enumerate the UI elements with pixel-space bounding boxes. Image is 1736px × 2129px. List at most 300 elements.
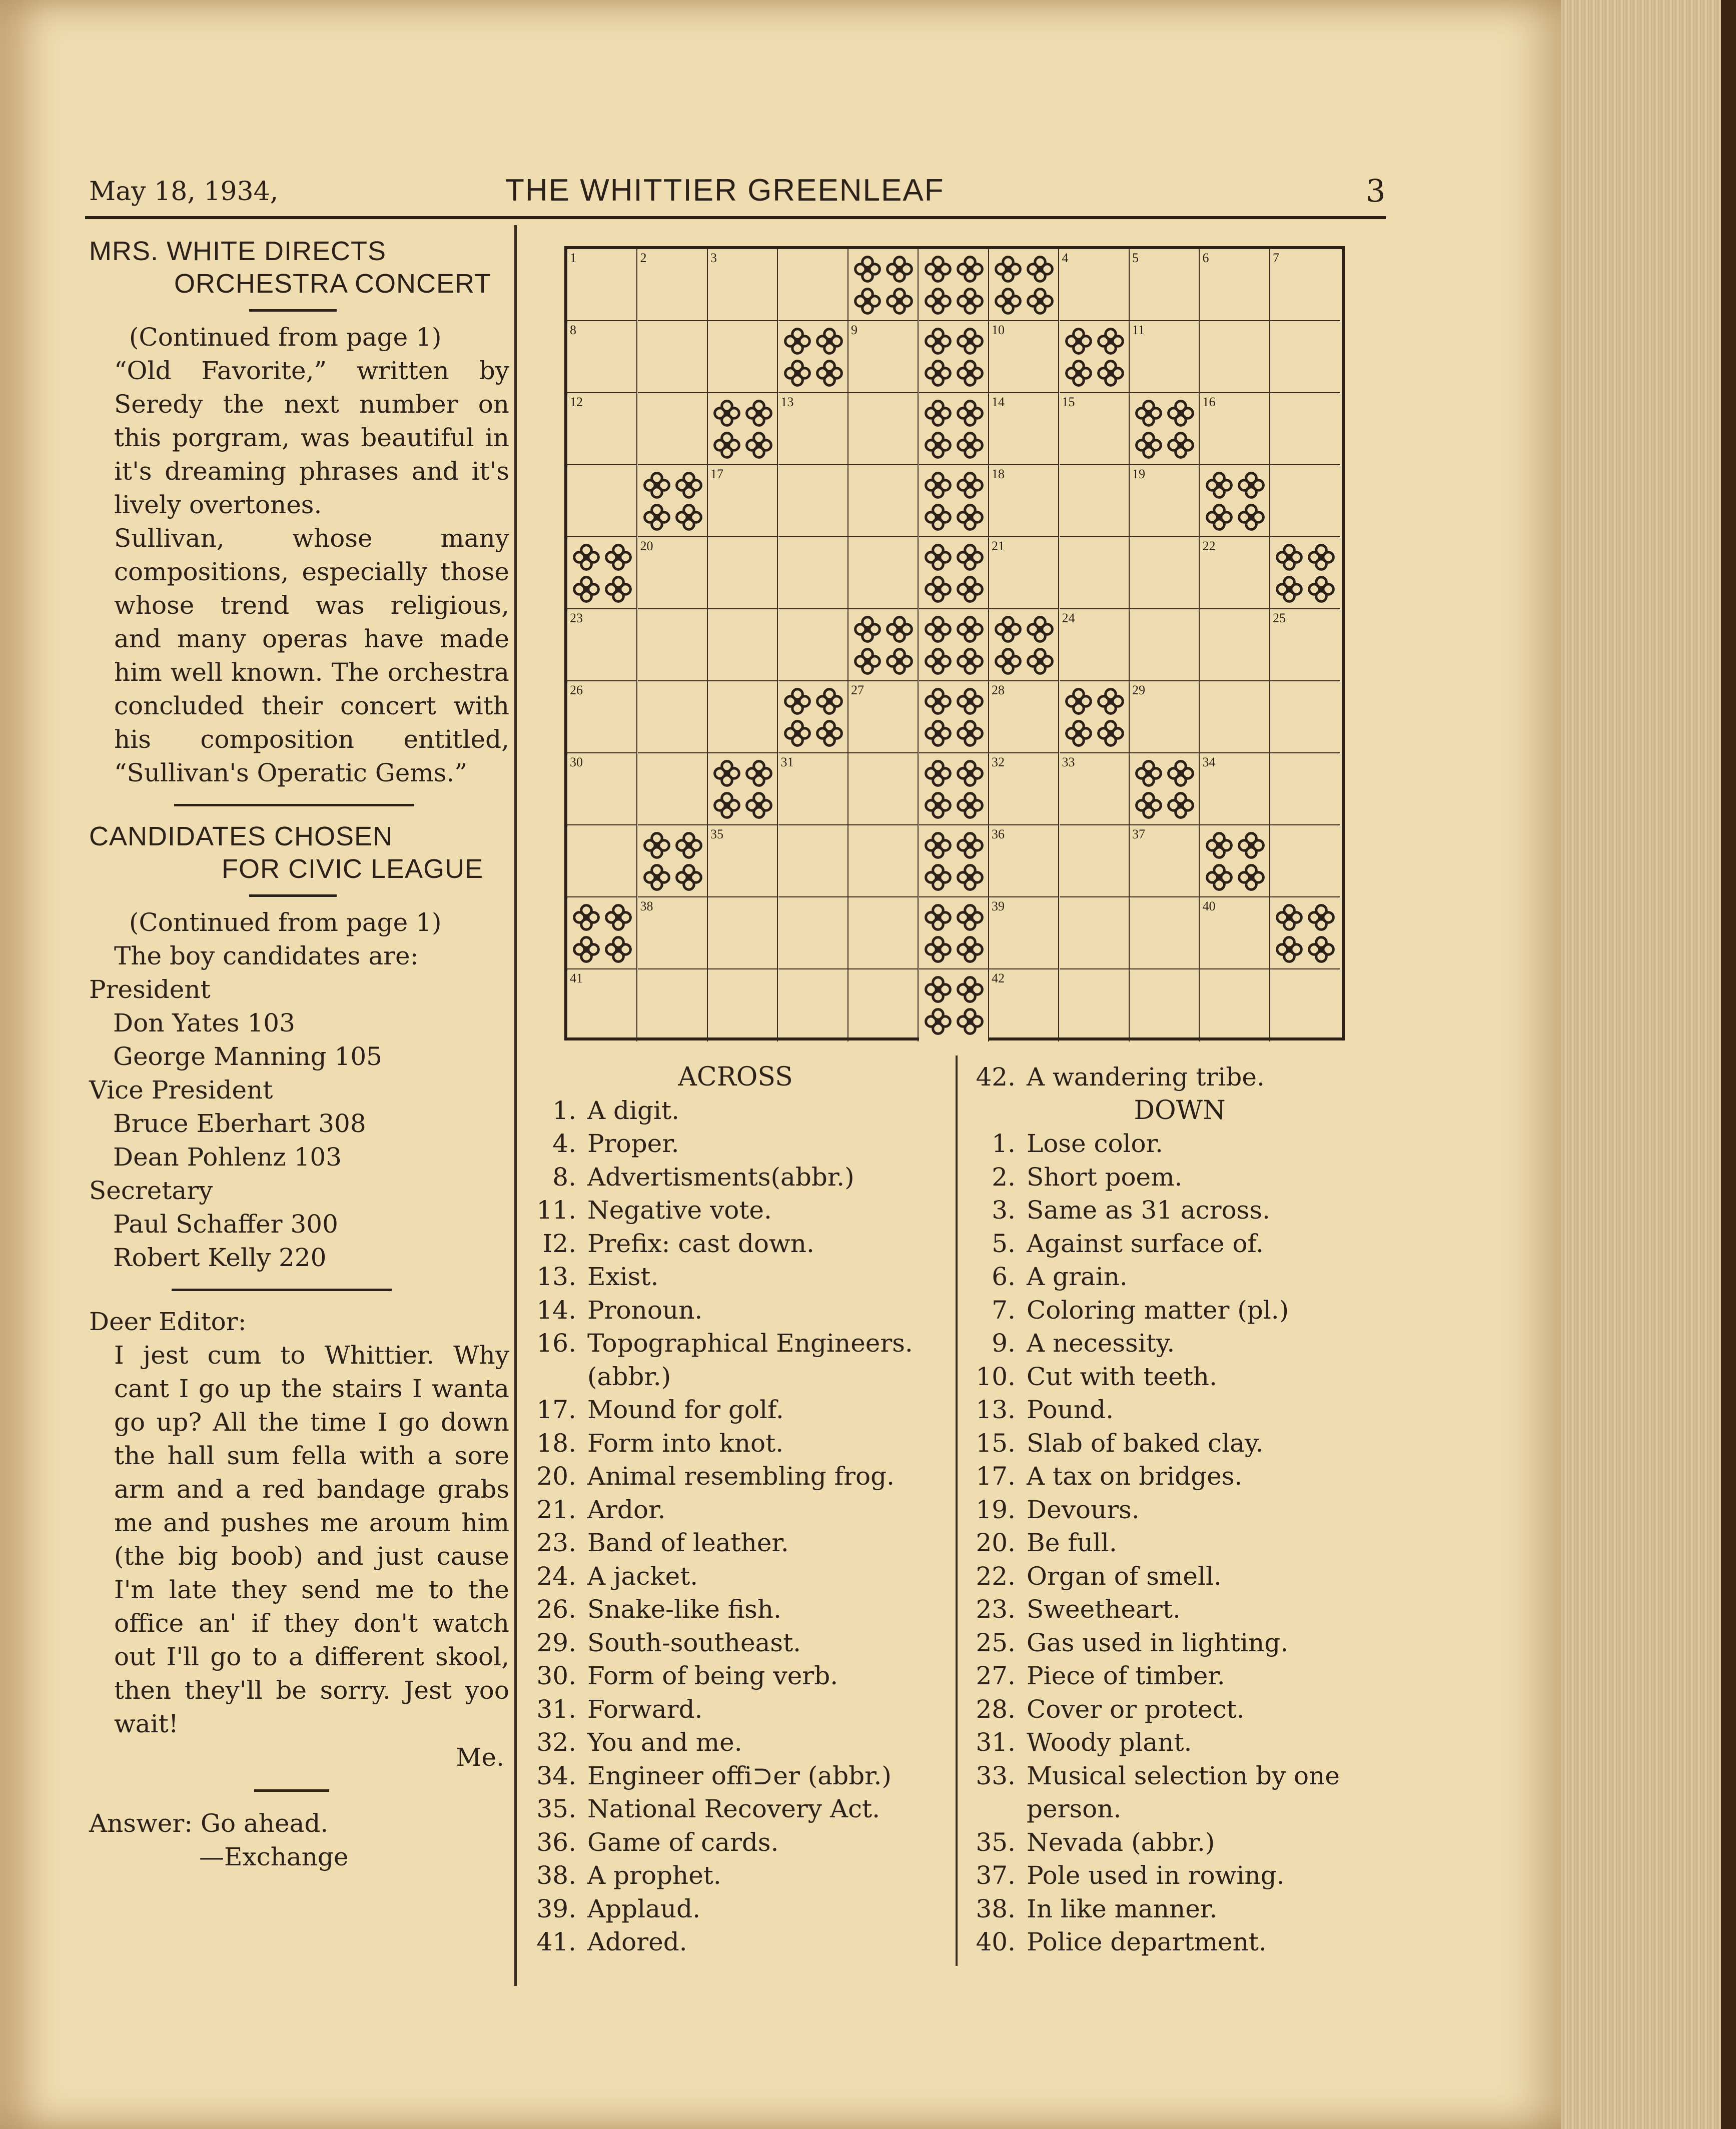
grid-square[interactable] bbox=[778, 969, 848, 1041]
square-number: 31 bbox=[780, 755, 794, 769]
grid-square[interactable] bbox=[708, 321, 778, 393]
black-square bbox=[708, 393, 778, 465]
candidate: Don Yates 103 bbox=[113, 1008, 295, 1037]
grid-square[interactable] bbox=[1200, 249, 1270, 321]
grid-square[interactable] bbox=[567, 321, 637, 393]
clue-number: 10. bbox=[976, 1362, 1016, 1391]
clue-text: Piece of timber. bbox=[1027, 1661, 1225, 1690]
clue-number: 26. bbox=[536, 1595, 576, 1624]
square-number: 34 bbox=[1202, 755, 1216, 769]
clue-item bbox=[525, 1693, 946, 1726]
clue-number: 7. bbox=[992, 1295, 1016, 1325]
black-square bbox=[989, 609, 1059, 681]
grid-square[interactable] bbox=[1060, 393, 1130, 465]
clue-item bbox=[525, 1859, 946, 1892]
grid-square[interactable] bbox=[1130, 321, 1200, 393]
clue-item bbox=[965, 1759, 1395, 1826]
grid-square[interactable] bbox=[989, 897, 1059, 969]
clue-number: 20. bbox=[536, 1462, 576, 1491]
clue-item bbox=[525, 1925, 946, 1959]
clue-number: 21. bbox=[536, 1495, 576, 1524]
black-square bbox=[989, 249, 1059, 321]
clue-text: Nevada (abbr.) bbox=[1027, 1827, 1215, 1857]
clue-text: Organ of smell. bbox=[1027, 1561, 1222, 1591]
clue-item bbox=[965, 1859, 1395, 1892]
letter-body: I jest cum to Whittier. Why cant I go up the stairs I wanta go up? All the time I go down the hall sum fella with a sore arm and a red bandage grabs me and pushes me aroum him (the big boob) and just cause I'm late they send me to the office an' if they don't watch out I'll go to a different skool, then they'll be sorry. Jest yoo wait! bbox=[114, 1341, 509, 1738]
clue-text: Devours. bbox=[1027, 1495, 1140, 1524]
divider bbox=[254, 1789, 329, 1792]
clue-item bbox=[965, 1427, 1395, 1460]
flower-ornament-icon bbox=[922, 325, 986, 389]
clue-text: A jacket. bbox=[587, 1561, 698, 1591]
grid-square[interactable] bbox=[1270, 609, 1340, 681]
grid-square[interactable] bbox=[638, 393, 708, 465]
article2-headline-line1: CANDIDATES CHOSEN bbox=[89, 821, 393, 851]
grid-square[interactable] bbox=[1060, 249, 1130, 321]
clue-text: Proper. bbox=[587, 1129, 679, 1158]
flower-ornament-icon bbox=[781, 685, 845, 749]
candidate: Paul Schaffer 300 bbox=[113, 1210, 338, 1239]
clue-text: A prophet. bbox=[587, 1861, 721, 1890]
grid-square[interactable] bbox=[567, 609, 637, 681]
grid-square[interactable] bbox=[778, 825, 848, 897]
grid-square[interactable] bbox=[1130, 537, 1200, 609]
square-number: 32 bbox=[992, 755, 1005, 769]
grid-square[interactable] bbox=[708, 825, 778, 897]
clue-text: Game of cards. bbox=[587, 1827, 779, 1857]
clue-item bbox=[525, 1659, 946, 1693]
black-square bbox=[919, 321, 989, 393]
clue-text: Cut with teeth. bbox=[1027, 1362, 1217, 1391]
clue-item bbox=[525, 1892, 946, 1926]
grid-square[interactable] bbox=[778, 753, 848, 825]
grid-square[interactable] bbox=[1060, 969, 1130, 1041]
square-number: 6 bbox=[1202, 251, 1209, 265]
square-number: 28 bbox=[992, 683, 1005, 697]
clue-item bbox=[965, 1526, 1395, 1560]
clue-text: In like manner. bbox=[1027, 1894, 1218, 1923]
article1-headline bbox=[89, 235, 509, 300]
black-square bbox=[778, 681, 848, 753]
grid-square[interactable] bbox=[708, 969, 778, 1041]
clue-item bbox=[965, 1726, 1395, 1759]
square-number: 33 bbox=[1062, 755, 1075, 769]
clue-text: Exist. bbox=[587, 1262, 659, 1291]
flower-ornament-icon bbox=[922, 613, 986, 677]
clue-text: A wandering tribe. bbox=[1027, 1062, 1265, 1092]
grid-square[interactable] bbox=[848, 969, 919, 1041]
article2-headline-line2: FOR CIVIC LEAGUE bbox=[222, 854, 484, 884]
clue-item bbox=[965, 1294, 1395, 1327]
clue-item bbox=[525, 1094, 946, 1128]
grid-square[interactable] bbox=[1060, 465, 1130, 537]
flower-ornament-icon bbox=[922, 973, 986, 1037]
article1-para1: “Old Favorite,” written by Seredy the next number on this porgram, was beautiful in it's dreaming phrases and it's lively overtones. bbox=[114, 356, 509, 519]
grid-square[interactable] bbox=[708, 249, 778, 321]
clue-number: 20. bbox=[976, 1528, 1016, 1557]
candidate: Robert Kelly 220 bbox=[113, 1243, 327, 1272]
grid-square[interactable] bbox=[1200, 321, 1270, 393]
grid-square[interactable] bbox=[848, 465, 919, 537]
crossword-grid bbox=[564, 246, 1345, 1040]
grid-square[interactable] bbox=[1270, 753, 1340, 825]
black-square bbox=[1200, 825, 1270, 897]
grid-square[interactable] bbox=[708, 897, 778, 969]
flower-ornament-icon bbox=[992, 613, 1056, 677]
grid-square[interactable] bbox=[778, 393, 848, 465]
clue-text: Same as 31 across. bbox=[1027, 1196, 1270, 1225]
square-number: 19 bbox=[1132, 467, 1145, 481]
clue-item bbox=[965, 1360, 1395, 1394]
clue-42-across bbox=[965, 1060, 1395, 1094]
clue-item bbox=[965, 1393, 1395, 1427]
grid-square[interactable] bbox=[567, 681, 637, 753]
clue-number: 18. bbox=[536, 1428, 576, 1458]
office-title: President bbox=[89, 975, 211, 1004]
clue-number: 14. bbox=[536, 1295, 576, 1325]
flower-ornament-icon bbox=[711, 397, 775, 461]
grid-square[interactable] bbox=[848, 537, 919, 609]
black-square bbox=[919, 465, 989, 537]
black-square bbox=[1130, 393, 1200, 465]
square-number: 38 bbox=[640, 899, 653, 913]
candidate: Bruce Eberhart 308 bbox=[113, 1109, 366, 1138]
black-square bbox=[1060, 681, 1130, 753]
black-square bbox=[919, 393, 989, 465]
clue-item bbox=[525, 1260, 946, 1294]
grid-square[interactable] bbox=[1270, 393, 1340, 465]
clue-number: 29. bbox=[536, 1628, 576, 1657]
square-number: 39 bbox=[992, 899, 1005, 913]
black-square bbox=[919, 249, 989, 321]
flower-ornament-icon bbox=[1273, 901, 1337, 965]
clue-number: 3. bbox=[992, 1196, 1016, 1225]
grid-square[interactable] bbox=[1130, 681, 1200, 753]
square-number: 22 bbox=[1202, 539, 1216, 553]
page-number: 3 bbox=[1366, 173, 1386, 209]
clue-text: Topographical Engineers. (abbr.) bbox=[587, 1329, 913, 1391]
flower-ornament-icon bbox=[570, 901, 634, 965]
clue-item bbox=[525, 1194, 946, 1227]
black-square bbox=[919, 897, 989, 969]
grid-square[interactable] bbox=[989, 537, 1059, 609]
flower-ornament-icon bbox=[781, 325, 845, 389]
square-number: 15 bbox=[1062, 395, 1075, 409]
square-number: 8 bbox=[570, 323, 576, 337]
grid-square[interactable] bbox=[708, 609, 778, 681]
grid-square[interactable] bbox=[1130, 969, 1200, 1041]
grid-square[interactable] bbox=[989, 969, 1059, 1041]
clue-text: Pole used in rowing. bbox=[1027, 1861, 1285, 1890]
clue-text: Coloring matter (pl.) bbox=[1027, 1295, 1289, 1325]
clue-item bbox=[525, 1792, 946, 1826]
clue-item bbox=[525, 1327, 946, 1393]
black-square bbox=[708, 753, 778, 825]
black-square bbox=[919, 681, 989, 753]
square-number: 10 bbox=[992, 323, 1005, 337]
clue-item bbox=[965, 1659, 1395, 1693]
clue-number: 17. bbox=[976, 1462, 1016, 1491]
grid-square[interactable] bbox=[778, 609, 848, 681]
grid-square[interactable] bbox=[848, 321, 919, 393]
grid-square[interactable] bbox=[1130, 897, 1200, 969]
clue-text: Animal resembling frog. bbox=[587, 1462, 895, 1491]
grid-square[interactable] bbox=[638, 897, 708, 969]
divider bbox=[172, 1289, 392, 1291]
left-column bbox=[89, 235, 509, 1874]
grid-square[interactable] bbox=[989, 321, 1059, 393]
clue-text: Band of leather. bbox=[587, 1528, 789, 1557]
square-number: 27 bbox=[851, 683, 864, 697]
newspaper-title: THE WHITTIER GREENLEAF bbox=[505, 173, 945, 208]
square-number: 17 bbox=[710, 467, 723, 481]
grid-square[interactable] bbox=[989, 753, 1059, 825]
flower-ornament-icon bbox=[922, 757, 986, 821]
square-number: 3 bbox=[710, 251, 717, 265]
flower-ornament-icon bbox=[992, 253, 1056, 317]
square-number: 23 bbox=[570, 611, 583, 625]
clue-number: 5. bbox=[992, 1229, 1016, 1258]
letter-answer: Answer: Go ahead. bbox=[89, 1809, 329, 1838]
grid-square[interactable] bbox=[1130, 825, 1200, 897]
grid-square[interactable] bbox=[567, 753, 637, 825]
grid-square[interactable] bbox=[989, 681, 1059, 753]
grid-square[interactable] bbox=[638, 249, 708, 321]
clue-column-rule bbox=[956, 1055, 958, 1966]
grid-square[interactable] bbox=[1130, 609, 1200, 681]
issue-date: May 18, 1934, bbox=[89, 177, 279, 207]
black-square bbox=[638, 465, 708, 537]
grid-square[interactable] bbox=[1200, 681, 1270, 753]
clue-text: Cover or protect. bbox=[1027, 1694, 1245, 1724]
grid-square[interactable] bbox=[778, 465, 848, 537]
flower-ornament-icon bbox=[1063, 325, 1127, 389]
clue-text: You and me. bbox=[587, 1728, 742, 1757]
clue-item bbox=[525, 1626, 946, 1660]
letter-salutation: Deer Editor: bbox=[89, 1307, 247, 1336]
grid-square[interactable] bbox=[1130, 249, 1200, 321]
clue-number: 16. bbox=[536, 1329, 576, 1358]
page-header bbox=[85, 173, 1386, 213]
grid-square[interactable] bbox=[989, 465, 1059, 537]
grid-square[interactable] bbox=[848, 681, 919, 753]
grid-square[interactable] bbox=[778, 537, 848, 609]
article1-headline-line2: ORCHESTRA CONCERT bbox=[174, 269, 492, 299]
grid-square[interactable] bbox=[708, 537, 778, 609]
clue-number: 17. bbox=[536, 1395, 576, 1424]
clue-item bbox=[525, 1427, 946, 1460]
square-number: 1 bbox=[570, 251, 576, 265]
grid-square[interactable] bbox=[1200, 969, 1270, 1041]
clue-item bbox=[525, 1227, 946, 1261]
grid-square[interactable] bbox=[638, 969, 708, 1041]
clue-number: 32. bbox=[536, 1728, 576, 1757]
clue-number: 34. bbox=[536, 1761, 576, 1790]
down-clues bbox=[965, 1060, 1395, 1959]
flower-ornament-icon bbox=[711, 757, 775, 821]
clue-item bbox=[965, 1127, 1395, 1161]
grid-square[interactable] bbox=[567, 465, 637, 537]
black-square bbox=[1130, 753, 1200, 825]
grid-square[interactable] bbox=[708, 681, 778, 753]
clue-number: 19. bbox=[976, 1495, 1016, 1524]
black-square bbox=[919, 969, 989, 1041]
square-number: 37 bbox=[1132, 827, 1145, 841]
clue-number: 1. bbox=[552, 1096, 576, 1125]
grid-square[interactable] bbox=[848, 393, 919, 465]
clue-number: 13. bbox=[976, 1395, 1016, 1424]
grid-square[interactable] bbox=[1060, 753, 1130, 825]
grid-square[interactable] bbox=[567, 969, 637, 1041]
clue-text: Police department. bbox=[1027, 1927, 1267, 1956]
clue-text: National Recovery Act. bbox=[587, 1794, 880, 1823]
clue-text: Lose color. bbox=[1027, 1129, 1163, 1158]
clue-item bbox=[965, 1493, 1395, 1527]
clue-item bbox=[525, 1593, 946, 1626]
clue-item bbox=[525, 1460, 946, 1493]
clue-item bbox=[525, 1294, 946, 1327]
grid-square[interactable] bbox=[638, 753, 708, 825]
flower-ornament-icon bbox=[570, 541, 634, 605]
square-number: 29 bbox=[1132, 683, 1145, 697]
clue-item bbox=[965, 1593, 1395, 1626]
grid-square[interactable] bbox=[1130, 465, 1200, 537]
flower-ornament-icon bbox=[922, 901, 986, 965]
grid-square[interactable] bbox=[1200, 753, 1270, 825]
black-square bbox=[567, 897, 637, 969]
clue-text: A necessity. bbox=[1027, 1329, 1175, 1358]
letter-signature: Me. bbox=[456, 1743, 504, 1772]
flower-ornament-icon bbox=[1203, 469, 1267, 533]
square-number: 40 bbox=[1202, 899, 1216, 913]
flower-ornament-icon bbox=[851, 253, 916, 317]
clue-text: A grain. bbox=[1027, 1262, 1128, 1291]
flower-ornament-icon bbox=[922, 253, 986, 317]
square-number: 16 bbox=[1202, 395, 1216, 409]
grid-square[interactable] bbox=[778, 897, 848, 969]
grid-square[interactable] bbox=[567, 249, 637, 321]
grid-square[interactable] bbox=[1060, 609, 1130, 681]
clue-item bbox=[965, 1693, 1395, 1726]
clue-text: Short poem. bbox=[1027, 1162, 1183, 1192]
black-square bbox=[1060, 321, 1130, 393]
clue-text: A digit. bbox=[587, 1096, 679, 1125]
grid-square[interactable] bbox=[638, 537, 708, 609]
grid-square[interactable] bbox=[1270, 969, 1340, 1041]
flower-ornament-icon bbox=[922, 469, 986, 533]
grid-square[interactable] bbox=[1060, 825, 1130, 897]
grid-square[interactable] bbox=[778, 249, 848, 321]
black-square bbox=[567, 537, 637, 609]
clue-item bbox=[965, 1925, 1395, 1959]
black-square bbox=[919, 825, 989, 897]
square-number: 11 bbox=[1132, 323, 1145, 337]
clue-item bbox=[965, 1892, 1395, 1926]
black-square bbox=[919, 753, 989, 825]
header-rule bbox=[85, 216, 1386, 219]
square-number: 7 bbox=[1273, 251, 1279, 265]
clue-number: 36. bbox=[536, 1827, 576, 1857]
grid-square[interactable] bbox=[638, 681, 708, 753]
clue-number: 30. bbox=[536, 1661, 576, 1690]
clue-number: 35. bbox=[536, 1794, 576, 1823]
grid-square[interactable] bbox=[1270, 465, 1340, 537]
square-number: 30 bbox=[570, 755, 583, 769]
clue-text: Mound for golf. bbox=[587, 1395, 784, 1424]
black-square bbox=[1200, 465, 1270, 537]
clue-number: 1. bbox=[992, 1129, 1016, 1158]
flower-ornament-icon bbox=[641, 469, 705, 533]
square-number: 4 bbox=[1062, 251, 1069, 265]
black-square bbox=[919, 537, 989, 609]
grid-square[interactable] bbox=[848, 825, 919, 897]
grid-square[interactable] bbox=[1060, 537, 1130, 609]
grid-square[interactable] bbox=[1200, 609, 1270, 681]
grid-square[interactable] bbox=[848, 753, 919, 825]
grid-square[interactable] bbox=[1270, 249, 1340, 321]
square-number: 36 bbox=[992, 827, 1005, 841]
grid-square[interactable] bbox=[1200, 393, 1270, 465]
clue-text: Applaud. bbox=[587, 1894, 701, 1923]
clue-number: I2. bbox=[542, 1229, 576, 1258]
grid-square[interactable] bbox=[989, 393, 1059, 465]
divider bbox=[249, 894, 337, 897]
grid-square[interactable] bbox=[1200, 537, 1270, 609]
clue-number: 31. bbox=[976, 1728, 1016, 1757]
clue-text: Prefix: cast down. bbox=[587, 1229, 814, 1258]
page-edges bbox=[1561, 0, 1736, 2129]
flower-ornament-icon bbox=[1133, 397, 1197, 461]
clue-item bbox=[525, 1726, 946, 1759]
grid-square[interactable] bbox=[638, 321, 708, 393]
clue-number: 6. bbox=[992, 1262, 1016, 1291]
clue-item bbox=[965, 1194, 1395, 1227]
article1-para2: Sullivan, whose many compositions, especially those whose trend was religious, and many operas have made him well known. The orchestra concluded their concert with his composition entitled, “Sullivan's Operatic Gems.” bbox=[114, 524, 509, 787]
grid-square[interactable] bbox=[567, 825, 637, 897]
candidate: George Manning 105 bbox=[113, 1042, 382, 1071]
square-number: 25 bbox=[1273, 611, 1286, 625]
clue-number: 23. bbox=[536, 1528, 576, 1557]
clue-number: 38. bbox=[976, 1894, 1016, 1923]
grid-square[interactable] bbox=[848, 897, 919, 969]
article1-continued: (Continued from page 1) bbox=[129, 323, 442, 352]
clue-text: A tax on bridges. bbox=[1027, 1462, 1243, 1491]
clue-text: Gas used in lighting. bbox=[1027, 1628, 1289, 1657]
grid-square[interactable] bbox=[1270, 321, 1340, 393]
grid-square[interactable] bbox=[1270, 681, 1340, 753]
square-number: 35 bbox=[710, 827, 723, 841]
clue-number: 41. bbox=[536, 1927, 576, 1956]
grid-square[interactable] bbox=[638, 609, 708, 681]
clue-item bbox=[525, 1127, 946, 1161]
grid-square[interactable] bbox=[1270, 825, 1340, 897]
square-number: 26 bbox=[570, 683, 583, 697]
grid-square[interactable] bbox=[1200, 897, 1270, 969]
grid-square[interactable] bbox=[989, 825, 1059, 897]
grid-square[interactable] bbox=[1060, 897, 1130, 969]
grid-square[interactable] bbox=[567, 393, 637, 465]
clue-number: 27. bbox=[976, 1661, 1016, 1690]
grid-square[interactable] bbox=[708, 465, 778, 537]
clue-number: 39. bbox=[536, 1894, 576, 1923]
clue-number: 35. bbox=[976, 1827, 1016, 1857]
across-clues bbox=[525, 1060, 946, 1959]
square-number: 24 bbox=[1062, 611, 1075, 625]
clue-item bbox=[965, 1626, 1395, 1660]
clue-item bbox=[965, 1826, 1395, 1859]
clue-number: 2. bbox=[992, 1162, 1016, 1192]
clue-text: Forward. bbox=[587, 1694, 703, 1724]
